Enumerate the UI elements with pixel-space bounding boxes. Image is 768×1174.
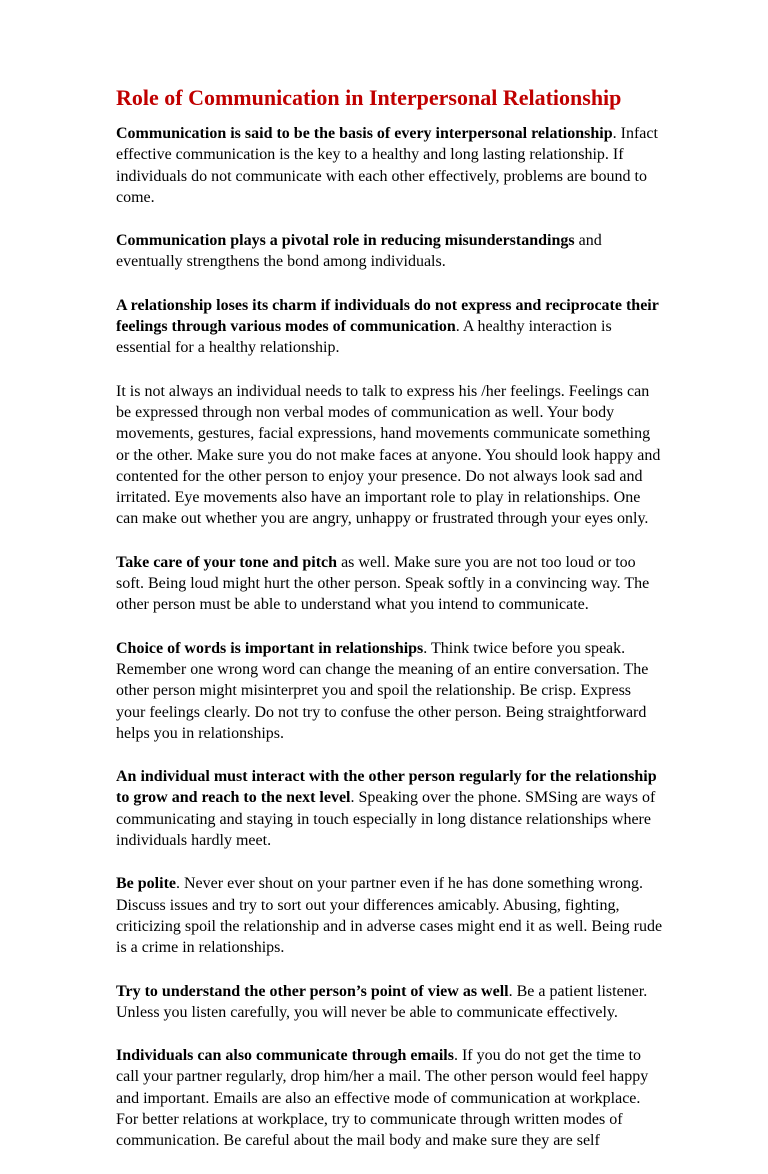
- paragraph-text: and eventually strengthens the bond among individuals.: [116, 232, 602, 271]
- paragraph-text: . Never ever shout on your partner even if he has done something wrong. Discuss issues and try to sort out your differences amicably. Abusing, fighting, criticizing spoil the relationship and in adverse cases might end it as well. Being rude is a crime in relationships.: [116, 875, 663, 957]
- paragraph-text: . Think twice before you speak. Remember one wrong word can change the meaning of an entire conversation. The other person might misinterpret you and spoil the relationship. Be crisp. Express your feelings clearly. Do not try to confuse the other person. Being straightforward helps you in relationships.: [116, 639, 649, 742]
- paragraph: [116, 230, 664, 273]
- document-page: [116, 84, 664, 1174]
- paragraph-lead: A relationship loses its charm if individuals do not express and reciprocate their feelings through various modes of communication: [116, 296, 659, 336]
- paragraph-lead: Individuals can also communicate through emails: [116, 1047, 454, 1065]
- paragraph: [116, 1045, 664, 1151]
- paragraph-text: . Speaking over the phone. SMSing are ways of communicating and staying in touch especially in long distance relationships where individuals hardly meet.: [116, 789, 656, 850]
- paragraph-text: . A healthy interaction is essential for a healthy relationship.: [116, 318, 612, 357]
- paragraph-text: . If you do not get the time to call your partner regularly, drop him/her a mail. The other person would feel happy and important. Emails are also an effective mode of communication at workplace. For better relations at workplace, try to communicate through written modes of communication. Be careful about the mail body and make sure they are self: [116, 1047, 649, 1150]
- paragraph: [116, 981, 664, 1024]
- paragraph-lead: Try to understand the other person’s point of view as well: [116, 982, 509, 1000]
- paragraph: [116, 381, 664, 530]
- paragraph-lead: Be polite: [116, 875, 176, 893]
- paragraph-text: . Infact effective communication is the key to a healthy and long lasting relationship. If individuals do not communicate with each other effectively, problems are bound to come.: [116, 125, 658, 206]
- paragraph-lead: Communication is said to be the basis of every interpersonal relationship: [116, 125, 613, 142]
- paragraph-lead: Choice of words is important in relationships: [116, 639, 424, 657]
- paragraph: [116, 552, 664, 616]
- paragraph: [116, 123, 664, 208]
- paragraph-text: It is not always an individual needs to talk to express his /her feelings. Feelings can be expressed through non verbal modes of communication as well. Your body movements, gestures, facial expressions, hand movements communicate something or the other. Make sure you do not make faces at anyone. You should look happy and contented for the other person to enjoy your presence. Do not always look sad and irritated. Eye movements also have an important role to play in relationships. One can make out whether you are angry, unhappy or frustrated through your eyes only.: [116, 382, 661, 528]
- paragraph: [116, 873, 664, 958]
- paragraph: [116, 766, 664, 851]
- paragraph-lead: An individual must interact with the other person regularly for the relationship to grow and reach to the next level: [116, 768, 657, 807]
- document-body: [116, 123, 664, 1152]
- paragraph: [116, 638, 664, 744]
- paragraph: [116, 295, 664, 359]
- paragraph-text: . Be a patient listener. Unless you listen carefully, you will never be able to communicate effectively.: [116, 982, 648, 1021]
- paragraph-lead: Take care of your tone and pitch: [116, 553, 338, 571]
- document-title: Role of Communication in Interpersonal Relationship: [116, 85, 622, 110]
- paragraph-lead: Communication plays a pivotal role in reducing misunderstandings: [116, 232, 575, 250]
- paragraph-text: as well. Make sure you are not too loud or too soft. Being loud might hurt the other person. Speak softly in a convincing way. The other person must be able to understand what you intend to communicate.: [116, 553, 650, 614]
